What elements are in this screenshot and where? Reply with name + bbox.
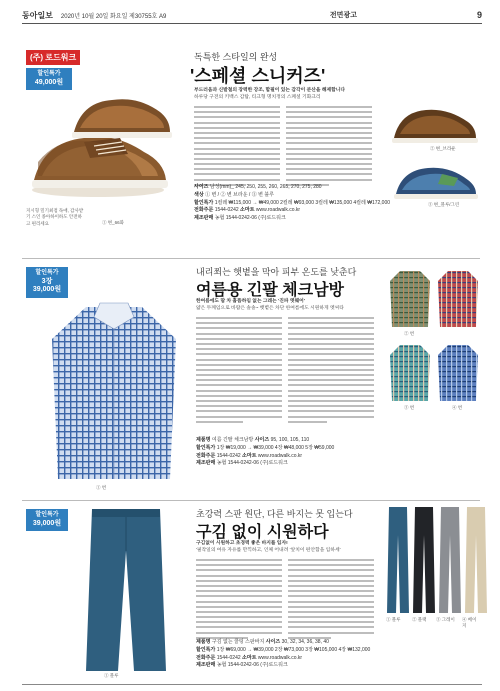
pants-label-main: ① 블루 [104,673,119,678]
ad2-body-col1 [196,317,282,426]
spec-label: 제조판매 [196,662,216,669]
spec-price: 1장 ₩19,000 → ₩39,000 4장 ₩48,000 5장 ₩59,000 [216,444,335,451]
spec-label: 사이즈 [254,437,270,443]
spec-price: 1장 ₩69,000 → ₩39,000 2장 ₩73,000 3장 ₩105,000 4장 ₩132,000 [216,646,371,653]
spec-label: 전화주문 [196,654,216,661]
pants-label-1: ① 블루 [386,617,401,622]
brand-logo: (주) 로드워크 [26,50,80,65]
spec-maker: 농협 1544-0242-06 (주)로드워크 [216,460,288,467]
ad1-sub2: 하루당 구전의 키백스 감탑, 티크형 명치정의 스페셜 기화크리 [194,95,321,100]
ad1-spec [194,184,394,223]
spec-label: 소마트 [242,654,257,661]
sneaker-second-photo [68,82,172,142]
spec-label: 제품명 [196,437,211,443]
sneaker-blue-photo [392,156,478,202]
ad-stretch-pants [22,500,480,681]
spec-label: 색상 [194,191,204,198]
ad3-spec [196,639,476,670]
page-number: 9 [476,10,482,20]
spec-phone: 1544-0242 [214,207,239,214]
ad1-sub1: 부드러움과 신발철의 장력한 강조, 합필이 있는 감각이 분산을 해제합니다 [194,88,346,93]
shirt-green-photo [388,267,432,329]
ad3-body-col2 [288,559,374,642]
ad1-title: '스페셜 스니커즈' [190,66,326,86]
spec-maker: 농협 1544-0242-06 (주)로드워크 [216,662,288,669]
ad3-body-col1 [196,559,282,642]
shirt-main-photo [46,299,182,487]
spec-label: 사이즈 [194,184,209,190]
header-rule [22,23,482,24]
sale-label: 할인특가 [35,512,59,518]
spec-label: 소마트 [242,452,257,459]
ad3-sub1: 구김없이 시원하고 초경력 좋은 바지를 입자! [196,541,288,546]
spec-website: www.roadwalk.co.kr [257,452,303,459]
ad2-sub2: 얇은 두께임으로 바람은 솔솔~ 햇볕은 차단 한여름에도 시원하게 엣씨타 [196,306,344,311]
ad-check-shirt [22,258,480,492]
issue-date: 2020년 10월 20일 화요일 제30755호 A9 [60,13,167,20]
sale-label: 할인특가 [35,270,59,276]
pants-label-4: ④ 베이지 [462,617,477,629]
spec-label: 사이즈 [265,639,281,645]
sale-price: 39,000원 [32,286,62,294]
shirt-label-2: ② 번 [404,331,415,336]
shoe-label-2: ② 변_브라운 [430,146,456,151]
spec-label: 소마트 [240,207,255,214]
ad3-sub2: '필작일의 여유 자유를 만끽하고, 인체 어내려 '앞치이 편안함을 입하세' [196,548,341,553]
pants-black-photo [412,505,436,615]
ad2-spec [196,437,476,468]
spec-website: www.roadwalk.co.kr [257,654,303,661]
spec-phone: 1544-0242 [216,452,241,459]
sale-label: 할인특가 [37,71,61,77]
pants-label-3: ③ 그레이 [436,617,455,622]
sale-badge [26,267,68,298]
shirt-red-photo [436,267,480,329]
spec-size: 95, 100, 105, 110 [270,437,310,443]
sale-badge [26,68,72,90]
pants-main-photo [78,507,174,675]
spec-label: 제조판매 [194,215,214,221]
spec-product: 구김 없는 쿨팅 스판바지 [211,639,265,645]
spec-size: 남성(mm)_ 245, 250, 255, 260, 265, 270, 275, 280 [209,184,322,190]
sale-price: 49,000원 [34,78,64,86]
pants-beige-photo [464,505,488,615]
shirt-label-1-main: ① 번 [96,485,107,490]
page-header [22,8,482,22]
pants-blue-photo [386,505,410,615]
spec-product: 여름 긴팔 체크남방 [211,437,254,443]
ad1-kicker: 독특한 스타일의 완성 [194,52,278,62]
spec-label: 할인특가 [196,444,216,451]
spec-price: 1컬레 ₩115,000 → ₩49,000 2컬레 ₩93,000 3컬레 ₩135,000 4컬레 ₩172,000 [214,199,391,206]
footer-rule [22,684,482,685]
ad3-kicker: 초강력 스판 원단, 다른 바지는 못 입는다 [196,509,353,519]
spec-phone: 1544-0242 [216,654,241,661]
shirt-label-4: ④ 번 [452,405,463,410]
spec-maker: 농협 1544-0242-06 (주)로드워크 [214,215,286,221]
ad2-sub1: 한여름에도 땀 차 흡뜸하임 없는 그레는 '진파 엣웨어' [196,299,305,304]
shoe-caption: 지시형 밀기최점 독애, 감사받기 스인 종아하이하도 안전하고 편리세요 [26,208,84,226]
ad1-body-col1 [194,106,280,189]
shirt-label-3: ③ 번 [404,405,415,410]
shirt-teal-photo [388,341,432,403]
spec-label: 전화주문 [194,207,214,214]
ad1-body-col2 [286,106,372,189]
spec-color: ① 변 / ② 변 브라운 / ③ 변 블루 [205,191,274,198]
shoe-label-3: ③ 변_블루/그린 [428,202,460,207]
spec-label: 제조판매 [196,460,216,467]
ad2-body-col2 [288,317,374,426]
newspaper-name: 동아일보 [22,9,53,20]
spec-website: www.roadwalk.co.kr [255,207,301,214]
spec-label: 할인특가 [196,646,216,653]
pants-gray-photo [438,505,462,615]
ad-sneakers [22,42,480,240]
spec-label: 할인특가 [194,199,214,206]
spec-size: 30, 32, 34, 36, 38, 40 [281,639,329,645]
spec-label: 전화주문 [196,452,216,459]
sale-count: 3장 [41,277,53,285]
section-label: 전면광고 [329,12,357,19]
sale-price: 39,000원 [32,519,62,527]
shoe-label-1: ① 변_66화 [102,220,124,225]
sale-badge [26,509,68,531]
ad2-title: 여름용 긴팔 체크남방 [196,282,344,299]
sneaker-brown-photo [390,98,478,146]
spec-label: 제품명 [196,639,211,645]
ad2-kicker: 내리쬐는 햇볕을 막아 피부 온도를 낮춘다 [196,267,357,277]
pants-label-2: ② 블랙 [412,617,427,622]
ad3-title: 구김 없이 시원하다 [196,524,329,541]
shirt-blue-photo [436,341,480,403]
